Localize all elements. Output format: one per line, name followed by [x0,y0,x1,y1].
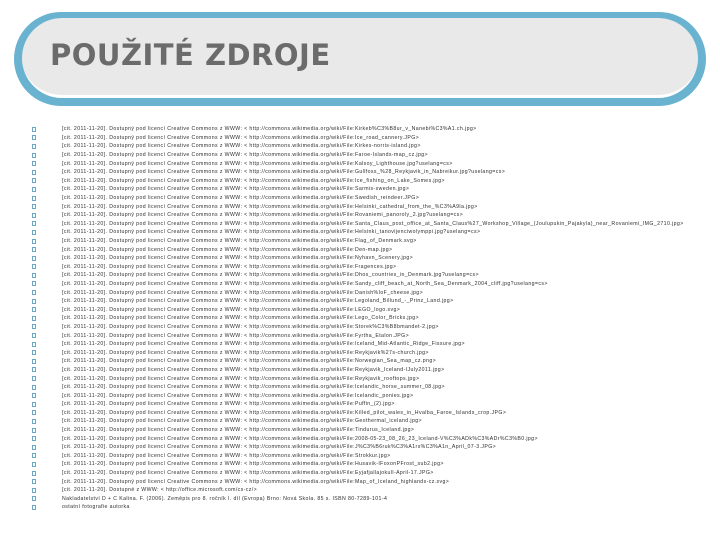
reference-item [32,357,712,366]
reference-text: [cit. 2011-11-20]. Dostupný pod licencí Creative Commons z WWW: < http://commons.wikimedia.org/wiki/File:Swedish_reindeer.JPG> [62,195,420,202]
reference-text: [cit. 2011-11-20]. Dostupný pod licencí Creative Commons z WWW: < http://commons.wikimedia.org/wiki/File:Icelandic_horse_summer_08.jpg> [62,384,445,391]
references-list [32,125,712,512]
reference-text: [cit. 2011-11-20]. Dostupný pod licencí Creative Commons z WWW: < http://commons.wikimedia.org/wiki/File:Kirkeb%C3%B8ur_v_Nanebi%C3%A1.ch.jpg> [62,126,477,133]
reference-text: [cit. 2011-11-20]. Dostupný pod licencí Creative Commons z WWW: < http://commons.wikimedia.org/wiki/File:Eyjafjallajokull-April-17.JPG> [62,470,434,477]
reference-text: [cit. 2011-11-20]. Dostupný pod licencí Creative Commons z WWW: < http://commons.wikimedia.org/wiki/File:Kirkes-norris-island.jpg> [62,143,421,150]
bullet-square-icon [32,144,36,149]
reference-item [32,254,712,263]
reference-text: [cit. 2011-11-20]. Dostupný pod licencí Creative Commons z WWW: < http://commons.wikimedia.org/wiki/File:J%C3%B6ruk%C3%A1rs%C3%A1n_April_07-3.JPG> [62,444,497,451]
reference-text: [cit. 2011-11-20]. Dostupný pod licencí Creative Commons z WWW: < http://commons.wikimedia.org/wiki/File:Iceland_Mid-Atlantic_Ridge_Fissure.jpg> [62,341,465,348]
reference-item [32,271,712,280]
bullet-square-icon [32,453,36,458]
reference-text: [cit. 2011-11-20]. Dostupný pod licencí Creative Commons z WWW: < http://commons.wikimedia.org/wiki/File:Fragences.jpg> [62,263,397,270]
reference-text: [cit. 2011-11-20]. Dostupný pod licencí Creative Commons z WWW: < http://commons.wikimedia.org/wiki/File:Kalsoy_Lighthouse.jpg?uselang=cs> [62,160,453,167]
reference-text: [cit. 2011-11-20]. Dostupný pod licencí Creative Commons z WWW: < http://commons.wikimedia.org/wiki/File:Sandy_cliff_beach_at_North_Sea_Denmark_2004_cliff.jpg?uselang=cs> [62,280,548,287]
reference-item [32,151,712,160]
reference-text: [cit. 2011-11-20]. Dostupný pod licencí Creative Commons z WWW: < http://commons.wikimedia.org/wiki/File:Reykjavik%27s-church.jpg> [62,349,429,356]
bullet-square-icon [32,204,36,209]
reference-item [32,426,712,435]
reference-text: [cit. 2011-11-20]. Dostupný pod licencí Creative Commons z WWW: < http://commons.wikimedia.org/wiki/File:LEGO_logo.svg> [62,306,401,313]
bullet-square-icon [32,221,36,226]
reference-text: [cit. 2011-11-20]. Dostupný pod licencí Creative Commons z WWW: < http://commons.wikimedia.org/wiki/File:Den-map.jpg> [62,246,393,253]
bullet-square-icon [32,419,36,424]
bullet-square-icon [32,247,36,252]
reference-item [32,263,712,272]
slide-title: POUŽITÉ ZDROJE [50,38,331,72]
reference-text: [cit. 2011-11-20]. Dostupný pod licencí Creative Commons z WWW: < http://commons.wikimedia.org/wiki/File:Helsinki_cathedral_from_the_%C3%A9la.jpg> [62,203,478,210]
bullet-square-icon [32,402,36,407]
reference-item [32,185,712,194]
reference-item [32,297,712,306]
reference-item [32,331,712,340]
reference-text: [cit. 2011-11-20]. Dostupný pod licencí Creative Commons z WWW: < http://commons.wikimedia.org/wiki/File:Geothermal_iceland.jpg> [62,418,422,425]
reference-text: [cit. 2011-11-20]. Dostupný pod licencí Creative Commons z WWW: < http://commons.wikimedia.org/wiki/File:Storek%C3%B8bmandet-2.jpg> [62,323,439,330]
bullet-square-icon [32,307,36,312]
reference-text: [cit. 2011-11-20]. Dostupný pod licencí Creative Commons z WWW: < http://commons.wikimedia.org/wiki/File:Danish%IoF_cheese.jpg> [62,289,424,296]
reference-text: [cit. 2011-11-20]. Dostupný pod licencí Creative Commons z WWW: < http://commons.wikimedia.org/wiki/File:Legoland_Billund_-_Prinz_Land.jpg> [62,298,454,305]
reference-item [32,220,712,229]
reference-text: [cit. 2011-11-20]. Dostupný pod licencí Creative Commons z WWW: < http://commons.wikimedia.org/wiki/File:Puffin_(2).jpg> [62,401,395,408]
bullet-square-icon [32,445,36,450]
reference-item [32,323,712,332]
reference-item [32,383,712,392]
reference-text: [cit. 2011-11-20]. Dostupný pod licencí Creative Commons z WWW: < http://commons.wikimedia.org/wiki/File:Nyhavn_Scenery.jpg> [62,255,414,262]
reference-item [32,159,712,168]
reference-text: [cit. 2011-11-20]. Dostupný pod licencí Creative Commons z WWW: < http://commons.wikimedia.org/wiki/File:Lego_Color_Bricks.jpg> [62,315,419,322]
bullet-square-icon [32,316,36,321]
reference-item [32,409,712,418]
bullet-square-icon [32,428,36,433]
reference-text: [cit. 2011-11-20]. Dostupný pod licencí Creative Commons z WWW: < http://commons.wikimedia.org/wiki/File:2008-05-23_08_26_23_Iceland-V%C3%ADk%C3%ADr%C3%B0.jpg> [62,435,538,442]
reference-text: [cit. 2011-11-20]. Dostupný pod licencí Creative Commons z WWW: < http://commons.wikimedia.org/wiki/File:Strokkur.jpg> [62,452,391,459]
reference-text: [cit. 2011-11-20]. Dostupný pod licencí Creative Commons z WWW: < http://commons.wikimedia.org/wiki/File:Reykjavik_Iceland-IJuly2011.jpg> [62,366,445,373]
reference-item [32,211,712,220]
bullet-square-icon [32,462,36,467]
reference-item [32,142,712,151]
reference-item [32,443,712,452]
bullet-square-icon [32,350,36,355]
reference-text: Nakladatelství D + C Kalina. F. (2006). Zeměpis pro 8. ročník I. díl (Evropa) Brno: Nová Škola. 85 s. ISBN 80-7289-101-4 [62,495,388,502]
reference-item [32,202,712,211]
bullet-square-icon [32,153,36,158]
bullet-square-icon [32,333,36,338]
reference-text: [cit. 2011-11-20]. Dostupný pod licencí Creative Commons z WWW: < http://commons.wikimedia.org/wiki/File:Map_of_Iceland_highlands-cz.svg> [62,478,450,485]
reference-item [32,314,712,323]
reference-item [32,245,712,254]
bullet-square-icon [32,264,36,269]
reference-text: [cit. 2011-11-20]. Dostupný pod licencí Creative Commons z WWW: < http://commons.wikimedia.org/wiki/File:Killed_pilot_wales_in_Hvalba_Faroe_Islands_crop.JPG> [62,409,507,416]
bullet-square-icon [32,410,36,415]
reference-item [32,194,712,203]
reference-item [32,288,712,297]
bullet-square-icon [32,342,36,347]
reference-item [32,366,712,375]
reference-item [32,391,712,400]
reference-item [32,348,712,357]
reference-item [32,168,712,177]
reference-text: [cit. 2011-11-20]. Dostupný pod licencí Creative Commons z WWW: < http://commons.wikimedia.org/wiki/File:Ice_road_cannery.JPG> [62,134,420,141]
bullet-square-icon [32,359,36,364]
reference-text: [cit. 2011-11-20]. Dostupný pod licencí Creative Commons z WWW: < http://commons.wikimedia.org/wiki/File:Gullfoss_%28_Reykjavik_in_Nabreikur.jpg?uselang=cs> [62,169,506,176]
bullet-square-icon [32,367,36,372]
bullet-square-icon [32,256,36,261]
bullet-square-icon [32,178,36,183]
reference-text: [cit. 2011-11-20]. Dostupný pod licencí Creative Commons z WWW: < http://commons.wikimedia.org/wiki/File:Faroe-Islands-map_cz.jpg> [62,152,428,159]
reference-text: [cit. 2011-11-20]. Dostupný pod licencí Creative Commons z WWW: < http://commons.wikimedia.org/wiki/File:Santa_Claus_post_office_at_Santa_Claus%27_Workshop_Village_(Joulupukin_Pajakyla)_near_Rovaniemi_IMG_2710.jpg> [62,220,684,227]
bullet-square-icon [32,393,36,398]
reference-item [32,495,712,504]
reference-text: [cit. 2011-11-20]. Dostupný pod licencí Creative Commons z WWW: < http://commons.wikimedia.org/wiki/File:Reykjavik_rooftops.jpg> [62,375,420,382]
reference-text: [cit. 2011-11-20]. Dostupný pod licencí Creative Commons z WWW: < http://commons.wikimedia.org/wiki/File:Dhos_countries_in_Denmark.jpg?uselang=cs> [62,272,479,279]
reference-item [32,340,712,349]
reference-text: [cit. 2011-11-20]. Dostupný pod licencí Creative Commons z WWW: < http://commons.wikimedia.org/wiki/File:Icelandic_ponies.jpg> [62,392,414,399]
reference-text: [cit. 2011-11-20]. Dostupný pod licencí Creative Commons z WWW: < http://commons.wikimedia.org/wiki/File:Rovaniemi_panoroly_2.jpg?uselang=cs> [62,212,464,219]
bullet-square-icon [32,299,36,304]
reference-text: [cit. 2011-11-20]. Dostupný pod licencí Creative Commons z WWW: < http://commons.wikimedia.org/wiki/File:Tindurus_Iceland.jpg> [62,427,415,434]
reference-item [32,228,712,237]
bullet-square-icon [32,161,36,166]
reference-item [32,125,712,134]
reference-item [32,477,712,486]
reference-text: [cit. 2011-11-20]. Dostupný pod licencí Creative Commons z WWW: < http://commons.wikimedia.org/wiki/File:Ice_fishing_on_Lake_Somes.jpg> [62,177,445,184]
bullet-square-icon [32,488,36,493]
bullet-square-icon [32,170,36,175]
bullet-square-icon [32,127,36,132]
reference-item [32,305,712,314]
bullet-square-icon [32,290,36,295]
reference-item [32,280,712,289]
bullet-square-icon [32,436,36,441]
bullet-square-icon [32,187,36,192]
reference-item [32,486,712,495]
bullet-square-icon [32,385,36,390]
bullet-square-icon [32,239,36,244]
reference-text: [cit. 2011-11-20]. Dostupný pod licencí Creative Commons z WWW: < http://commons.wikimedia.org/wiki/File:Helsinki_tanovijenciwolymppi.jpg?uselang=cs> [62,229,481,236]
reference-text: [cit. 2011-11-20]. Dostupný pod licencí Creative Commons z WWW: < http://commons.wikimedia.org/wiki/File:Sarmis-sweden.jpg> [62,186,410,193]
reference-item [32,460,712,469]
bullet-square-icon [32,213,36,218]
reference-item [32,503,712,512]
bullet-square-icon [32,496,36,501]
reference-item [32,417,712,426]
bullet-square-icon [32,376,36,381]
bullet-square-icon [32,479,36,484]
bullet-square-icon [32,230,36,235]
reference-item [32,374,712,383]
reference-item [32,452,712,461]
reference-item [32,177,712,186]
reference-text: ostatní fotografie autorka [62,504,130,511]
reference-item [32,134,712,143]
reference-item [32,434,712,443]
bullet-square-icon [32,471,36,476]
reference-text: [cit. 2011-11-20]. Dostupné z WWW: < http://office.microsoft.com/cs-cz/> [62,487,258,494]
bullet-square-icon [32,273,36,278]
reference-text: [cit. 2011-11-20]. Dostupný pod licencí Creative Commons z WWW: < http://commons.wikimedia.org/wiki/File:Fyrtha_Etalon.JPG> [62,332,410,339]
bullet-square-icon [32,281,36,286]
reference-item [32,237,712,246]
reference-item [32,400,712,409]
reference-text: [cit. 2011-11-20]. Dostupný pod licencí Creative Commons z WWW: < http://commons.wikimedia.org/wiki/File:Norwegian_Sea_map_cz.png> [62,358,437,365]
reference-text: [cit. 2011-11-20]. Dostupný pod licencí Creative Commons z WWW: < http://commons.wikimedia.org/wiki/File:Husavik-IFoxonPFrost_sub2.jpg> [62,461,444,468]
bullet-square-icon [32,196,36,201]
reference-text: [cit. 2011-11-20]. Dostupný pod licencí Creative Commons z WWW: < http://commons.wikimedia.org/wiki/File:Flag_of_Denmark.svg> [62,238,417,245]
reference-item [32,469,712,478]
bullet-square-icon [32,324,36,329]
bullet-square-icon [32,505,36,510]
bullet-square-icon [32,135,36,140]
